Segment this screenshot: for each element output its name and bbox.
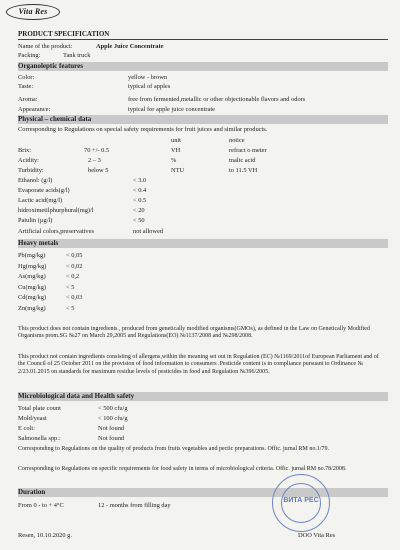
acidity-value: 2 – 3 [88,157,101,164]
hg-value: < 0,02 [66,263,83,270]
micro-regulation-2: Corresponding to Regulations on specific requirements for food safety in terms of microbiological criteria. Offic. jurnal RM no.78/2008. [18,466,347,472]
salmonella-value: Not found [98,435,125,442]
plate-count-label: Total plate count [18,405,61,412]
ethanol-label: Ethanol: (g/l) [18,177,53,184]
as-value: < 0,2 [66,273,80,280]
plate-count-value: < 500 cfu/g [98,405,128,412]
unit-column-header: unit [171,137,181,144]
notice-column-header: notice [229,137,245,144]
gmo-statement: This product does not contain ingredients , produced from genetically modified organisms(GMOs), as defined in the Law on Genetically Modified Organisms prom.SG №27 on March 29,2005 and Regulations(EO) №1137/2008 and №298/2008. [18,326,370,340]
lactic-acid-value: < 0.5 [133,197,147,204]
color-value: yellow - brown [128,74,168,81]
stamp-text: ВИТА РЕС [283,497,319,504]
organoleptic-heading: Organoleptic features [18,62,83,70]
duration-heading: Duration [18,488,46,496]
taste-label: Taste: [18,83,34,90]
cu-label: Cu(mg/kg) [18,284,47,291]
turbidity-unit: NTU [171,167,185,174]
pb-label: Pb(mg/kg) [18,252,46,259]
product-name-value: Apple Juice Concentrate [96,43,164,50]
ecoli-value: Not found [98,425,125,432]
evaporate-acids-label: Evaporate acids(g/l) [18,187,70,194]
patulin-label: Patulin (µg/l) [18,217,53,224]
metals-heading: Heavy metals [18,239,59,247]
ethanol-value: < 3.0 [133,177,147,184]
salmonella-label: Salmonella spp.: [18,435,61,442]
appearance-label: Appearance: [18,106,51,113]
brix-unit: VH [171,147,181,154]
turbidity-value: below 5 [88,167,109,174]
duration-period: 12 - months from filling day [98,502,171,509]
metals-band [18,239,388,248]
artificial-colors-label: Artificial colors,preservatives [18,228,94,235]
aroma-label: Aroma: [18,96,38,103]
brix-value: 70 +/- 0.5 [84,147,110,154]
brix-label: Brix: [18,147,32,154]
acidity-unit: % [171,157,177,164]
product-name-label: Name of the product: [18,43,73,50]
hg-label: Hg(mg/kg) [18,263,47,270]
taste-value: typical of apples [128,83,171,90]
evaporate-acids-value: < 0.4 [133,187,147,194]
artificial-colors-value: not allowed [133,228,163,235]
page-title: PRODUCT SPECIFICATION [18,30,110,38]
physchem-intro: Corresponding to Regulations on special safety requirements for fruit juices and similar products. [18,126,268,133]
place-date: Resen, 10.10.2020 g. [18,532,72,539]
packing-value: Tank truck [63,52,91,59]
mold-yeast-value: < 100 cfu/g [98,415,128,422]
zn-label: Zn(mg/kg) [18,305,46,312]
appearance-value: typical for apple juice concentrate [128,106,215,113]
cd-value: < 0,03 [66,294,83,301]
company-signature: DOO Vita Res [298,532,336,539]
lactic-acid-label: Lactic acid(mg/l) [18,197,63,204]
allergens-statement: This product not contain ingredients consisting of allergens,within the meaning set out in Regulation (EC) №1169/2011of European Parliament and of the Council of 25 October 2011 on the provision of food information to consumers .Pesticide content is in compliance pursuant to Ordinance № 2/23.01.2015 on standards for maximum residue levels of pesticides in food and Regulation №396/2005. [18,354,379,375]
as-label: As(mg/kg) [18,273,46,280]
acidity-notice: malic acid [229,157,256,164]
hmf-value: < 20 [133,207,145,214]
title-divider [18,39,388,40]
company-logo: Vita Res [6,4,60,20]
hmf-label: hidroximetilphurphural(mg)/l [18,207,94,214]
packing-label: Packing: [18,52,41,59]
aroma-value: free from fermented,metallic or other objectionable flavors and odors [128,96,306,103]
color-label: Color: [18,74,35,81]
cd-label: Cd(mg/kg) [18,294,47,301]
pb-value: < 0,05 [66,252,83,259]
turbidity-notice: to 11.5 VH [229,167,258,174]
acidity-label: Acidity: [18,157,39,164]
micro-regulation-1: Corresponding to Regulations on the quality of products from fruits vegetables and pectic preparations. Offic. jurnal RM no.1/79. [18,446,329,452]
micro-heading: Microbiological data and Health safety [18,392,135,400]
physchem-heading: Physical – chemical data [18,115,92,123]
duration-range: From 0 - to + 4°C [18,502,64,509]
mold-yeast-label: Mold/yeast [18,415,47,422]
patulin-value: < 50 [133,217,145,224]
zn-value: < 5 [66,305,75,312]
company-stamp [272,474,330,532]
brix-notice: refract o meter [229,147,267,154]
turbidity-label: Turbidity: [18,167,44,174]
duration-band [18,488,388,497]
ecoli-label: E coli: [18,425,35,432]
cu-value: < 5 [66,284,75,291]
